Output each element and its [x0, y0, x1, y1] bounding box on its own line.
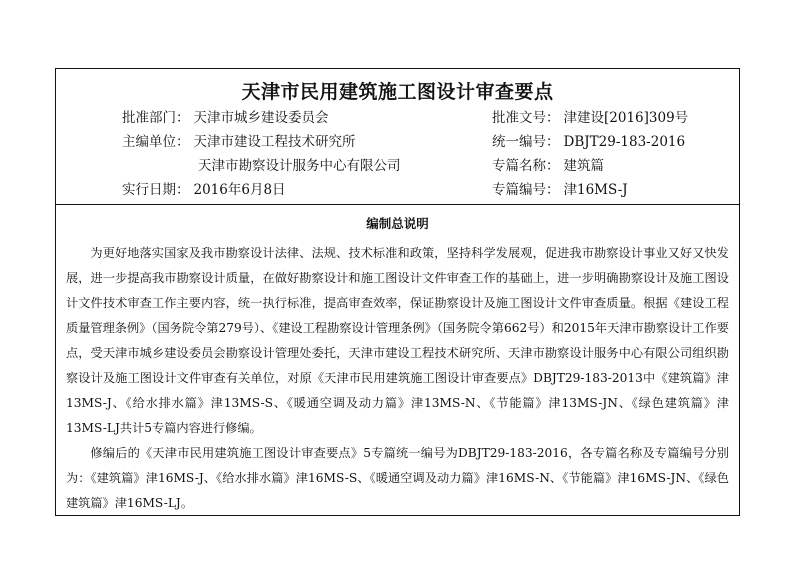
meta-row-editor-2: [56, 155, 739, 177]
body-text: [66, 241, 729, 516]
approval-dept-label: 批准部门：: [122, 110, 190, 126]
impl-date-value: 2016年6月8日: [193, 182, 286, 198]
editor-unit-2: [198, 155, 401, 177]
volume-name: [492, 155, 604, 177]
document-frame: [55, 68, 740, 516]
paragraph-1: 为更好地落实国家及我市勘察设计法律、法规、技术标准和政策，坚持科学发展观，促进我市勘察设计事业又好又快发展，进一步提高我市勘察设计质量，在做好勘察设计和施工图设计文件审查工作的基础上，进一步明确勘察设计及施工图设计文件技术审查工作主要内容，统一执行标准，提高审查效率，保证勘察设计及施工图设计文件审查质量。根据《建设工程质量管理条例》（国务院令第279号）、《建设工程勘察设计管理条例》（国务院令第662号）和2015年天津市勘察设计工作要点，受天津市城乡建设委员会勘察设计管理处委托，天津市建设工程技术研究所、天津市勘察设计服务中心有限公司组织勘察设计及施工图设计文件审查有关单位，对原《天津市民用建筑施工图设计审查要点》DBJT29-183-2013中《建筑篇》津13MS-J、《给水排水篇》津13MS-S、《暖通空调及动力篇》津13MS-N、《节能篇》津13MS-JN、《绿色建筑篇》津13MS-LJ共计5专篇内容进行修编。: [66, 246, 729, 435]
volume-number: [492, 179, 628, 201]
approval-doc-label: 批准文号：: [492, 110, 560, 126]
volume-no-value: 津16MS-J: [563, 182, 628, 198]
section-heading: 编制总说明: [366, 216, 429, 231]
approval-doc-value: 津建设[2016]309号: [563, 110, 689, 126]
document-title: 天津市民用建筑施工图设计审查要点: [241, 81, 554, 103]
approval-dept: [122, 107, 329, 129]
meta-row-editor: [56, 131, 739, 153]
meta-row-date: [56, 179, 739, 201]
impl-date: [122, 179, 286, 201]
volume-name-value: 建筑篇: [563, 158, 604, 174]
paragraph-2: 修编后的《天津市民用建筑施工图设计审查要点》5专篇统一编号为DBJT29-183-2016，各专篇名称及专篇编号分别为：《建筑篇》津16MS-J、《给水排水篇》津16MS-S、《暖通空调及动力篇》津16MS-N、《节能篇》津16MS-JN、《绿色建筑篇》津16MS-LJ。: [66, 446, 729, 510]
unified-no-value: DBJT29-183-2016: [563, 134, 686, 150]
unified-number: [492, 131, 685, 153]
editor-value-1: 天津市建设工程技术研究所: [193, 134, 356, 150]
approval-dept-value: 天津市城乡建设委员会: [193, 110, 329, 126]
editor-label: 主编单位：: [122, 134, 190, 150]
volume-no-label: 专篇编号：: [492, 182, 560, 198]
unified-no-label: 统一编号：: [492, 134, 560, 150]
meta-row-approval: [56, 107, 739, 129]
editor-value-2: 天津市勘察设计服务中心有限公司: [198, 158, 401, 174]
volume-name-label: 专篇名称：: [492, 158, 560, 174]
editor-unit: [122, 131, 356, 153]
header-divider: [56, 204, 739, 205]
approval-doc: [492, 107, 688, 129]
impl-date-label: 实行日期：: [122, 182, 190, 198]
